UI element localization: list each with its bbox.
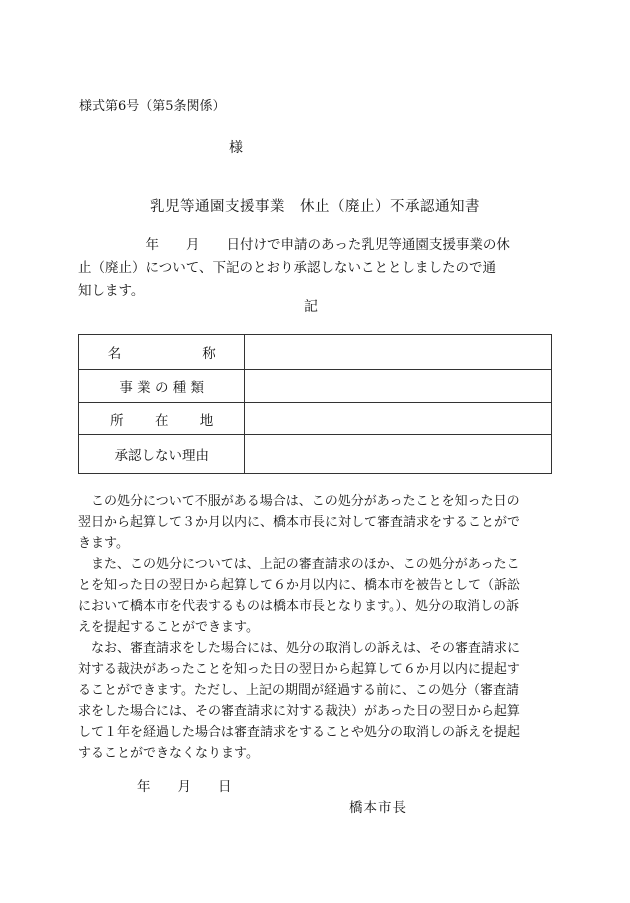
table-row <box>79 335 552 370</box>
intro-line: 知します。 <box>78 283 145 299</box>
addressee-suffix: 様 <box>229 140 243 156</box>
notice-line: して１年を経過した場合は審査請求をすることや処分の取消しの訴えを提起 <box>78 725 521 740</box>
notice-line: とを知った日の翌日から起算して６か月以内に、橋本市を被告として（訴訟 <box>78 578 521 593</box>
row-value-name <box>245 335 552 370</box>
intro-line: 止（廃止）について、下記のとおり承認しないこととしましたので通 <box>78 260 496 276</box>
notice-line: において橋本市を代表するものは橋本市長となります。）、処分の取消しの訴 <box>78 599 519 614</box>
row-label-reason: 承認しない理由 <box>79 435 245 474</box>
info-table <box>78 334 552 474</box>
form-number: 様式第6号（第5条関係） <box>79 99 226 114</box>
notice-line: 翌日から起算して３か月以内に、橋本市長に対して審査請求をすることがで <box>78 515 521 530</box>
table-row <box>79 403 552 435</box>
row-label-name: 名 称 <box>79 335 245 370</box>
intro-line: 年 月 日付けで申請のあった乳児等通園支援事業の休 <box>78 237 510 253</box>
issue-date: 年 月 日 <box>137 779 232 795</box>
row-value-business-type <box>245 370 552 403</box>
notice-line: ることができます。ただし、上記の期間が経過する前に、この処分（審査請 <box>78 683 519 698</box>
appeal-notice <box>78 491 556 764</box>
notice-line: また、この処分については、上記の審査請求のほか、この処分があったこ <box>78 557 520 572</box>
document-title: 乳児等通園支援事業 休止（廃止）不承認通知書 <box>150 199 480 215</box>
issuer-name: 橋本市長 <box>349 800 407 816</box>
notice-line: えを提起することができます。 <box>78 620 259 635</box>
row-value-location <box>245 403 552 435</box>
table-row <box>79 435 552 474</box>
notice-line: 対する裁決があったことを知った日の翌日から起算して６か月以内に提起す <box>78 662 520 677</box>
row-value-reason <box>245 435 552 474</box>
ki-heading: 記 <box>304 299 318 315</box>
notice-line: することができなくなります。 <box>78 746 259 761</box>
row-label-location: 所 在 地 <box>79 403 245 435</box>
table-row <box>79 370 552 403</box>
intro-paragraph <box>78 234 556 303</box>
row-label-business-type: 事 業 の 種 類 <box>79 370 245 403</box>
notice-line: なお、審査請求をした場合には、処分の取消しの訴えは、その審査請求に <box>78 641 521 656</box>
notice-line: 求をした場合には、その審査請求に対する裁決）があった日の翌日から起算 <box>78 704 520 719</box>
notice-line: きます。 <box>78 536 129 551</box>
notice-line: この処分について不服がある場合は、この処分があったことを知った日の <box>78 494 520 509</box>
